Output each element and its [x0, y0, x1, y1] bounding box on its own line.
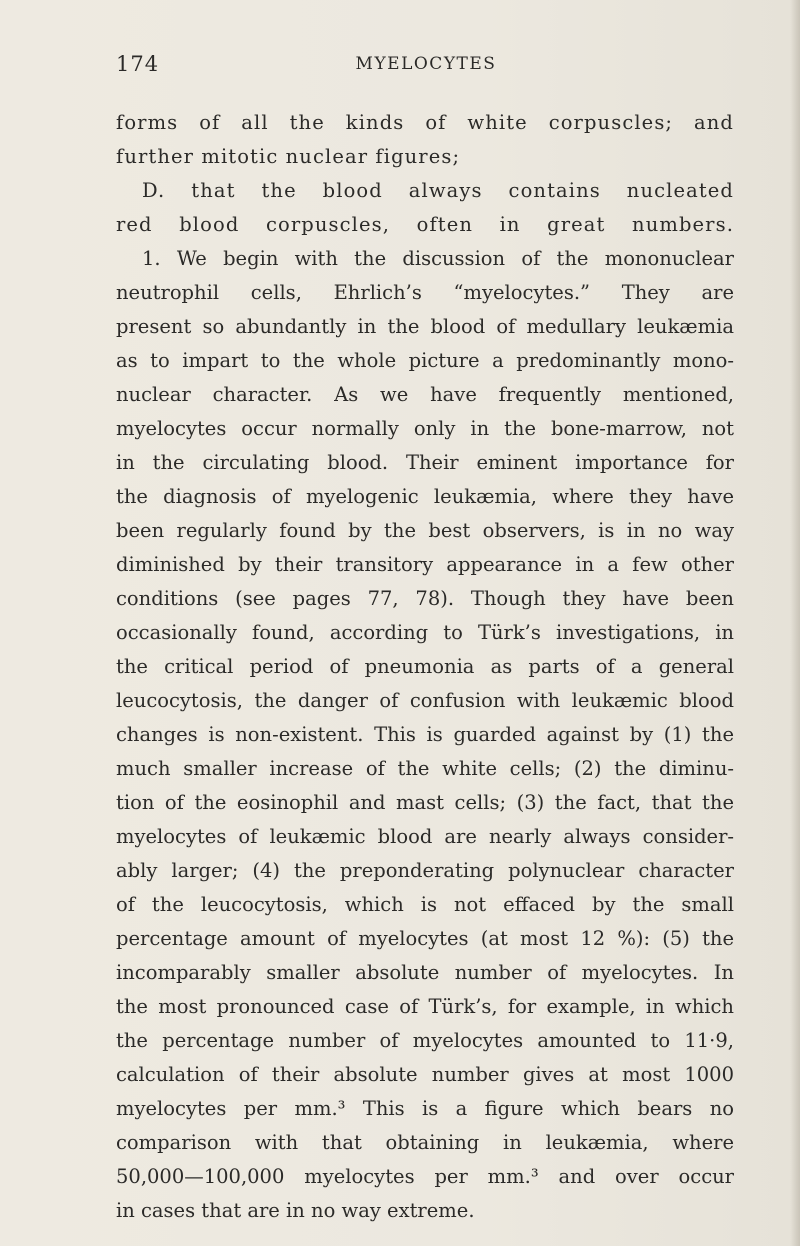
text-line: forms of all the kinds of white corpuscles; and	[116, 111, 734, 134]
text-line: in cases that are in no way extreme.	[116, 1199, 475, 1222]
text-line: the diagnosis of myelogenic leukæmia, where they have	[116, 485, 734, 508]
running-title: MYELOCYTES	[355, 54, 497, 74]
text-line: changes is non-existent. This is guarded against by (1) the	[116, 723, 734, 746]
text-line: myelocytes occur normally only in the bone-marrow, not	[116, 417, 734, 440]
text-line: diminished by their transitory appearance in a few other	[116, 553, 734, 576]
text-line: of the leucocytosis, which is not effaced by the small	[116, 893, 734, 916]
text-line: 1. We begin with the discussion of the mononuclear	[142, 247, 734, 270]
text-line: much smaller increase of the white cells; (2) the diminu-	[116, 757, 734, 780]
page-header	[116, 52, 736, 82]
text-line: tion of the eosinophil and mast cells; (3) the fact, that the	[116, 791, 734, 814]
body-text	[116, 106, 734, 1228]
text-line: nuclear character. As we have frequently mentioned,	[116, 383, 734, 406]
text-line: the percentage number of myelocytes amounted to 11·9,	[116, 1029, 734, 1052]
text-line: D. that the blood always contains nucleated	[142, 179, 734, 202]
text-line: incomparably smaller absolute number of myelocytes. In	[116, 961, 734, 984]
text-line: occasionally found, according to Türk’s investigations, in	[116, 621, 734, 644]
text-line: myelocytes per mm.³ This is a figure which bears no	[116, 1097, 734, 1120]
text-line: present so abundantly in the blood of medullary leukæmia	[116, 315, 734, 338]
text-line: further mitotic nuclear figures;	[116, 145, 461, 168]
text-line: red blood corpuscles, often in great numbers.	[116, 213, 734, 236]
text-line: neutrophil cells, Ehrlich’s “myelocytes.” They are	[116, 281, 734, 304]
text-line: conditions (see pages 77, 78). Though they have been	[116, 587, 734, 610]
text-line: as to impart to the whole picture a predominantly mono-	[116, 349, 734, 372]
text-line: calculation of their absolute number gives at most 1000	[116, 1063, 734, 1086]
text-line: comparison with that obtaining in leukæmia, where	[116, 1131, 734, 1154]
text-line: the most pronounced case of Türk’s, for example, in which	[116, 995, 734, 1018]
text-line: ably larger; (4) the preponderating polynuclear character	[116, 859, 734, 882]
text-line: myelocytes of leukæmic blood are nearly always consider-	[116, 825, 734, 848]
page-number: 174	[116, 52, 160, 76]
page-edge-shadow	[790, 0, 800, 1246]
text-line: the critical period of pneumonia as parts of a general	[116, 655, 734, 678]
text-line: 50,000—100,000 myelocytes per mm.³ and over occur	[116, 1165, 734, 1188]
text-line: in the circulating blood. Their eminent importance for	[116, 451, 734, 474]
text-line: leucocytosis, the danger of confusion with leukæmic blood	[116, 689, 734, 712]
text-line: been regularly found by the best observers, is in no way	[116, 519, 734, 542]
text-line: percentage amount of myelocytes (at most 12 %): (5) the	[116, 927, 734, 950]
